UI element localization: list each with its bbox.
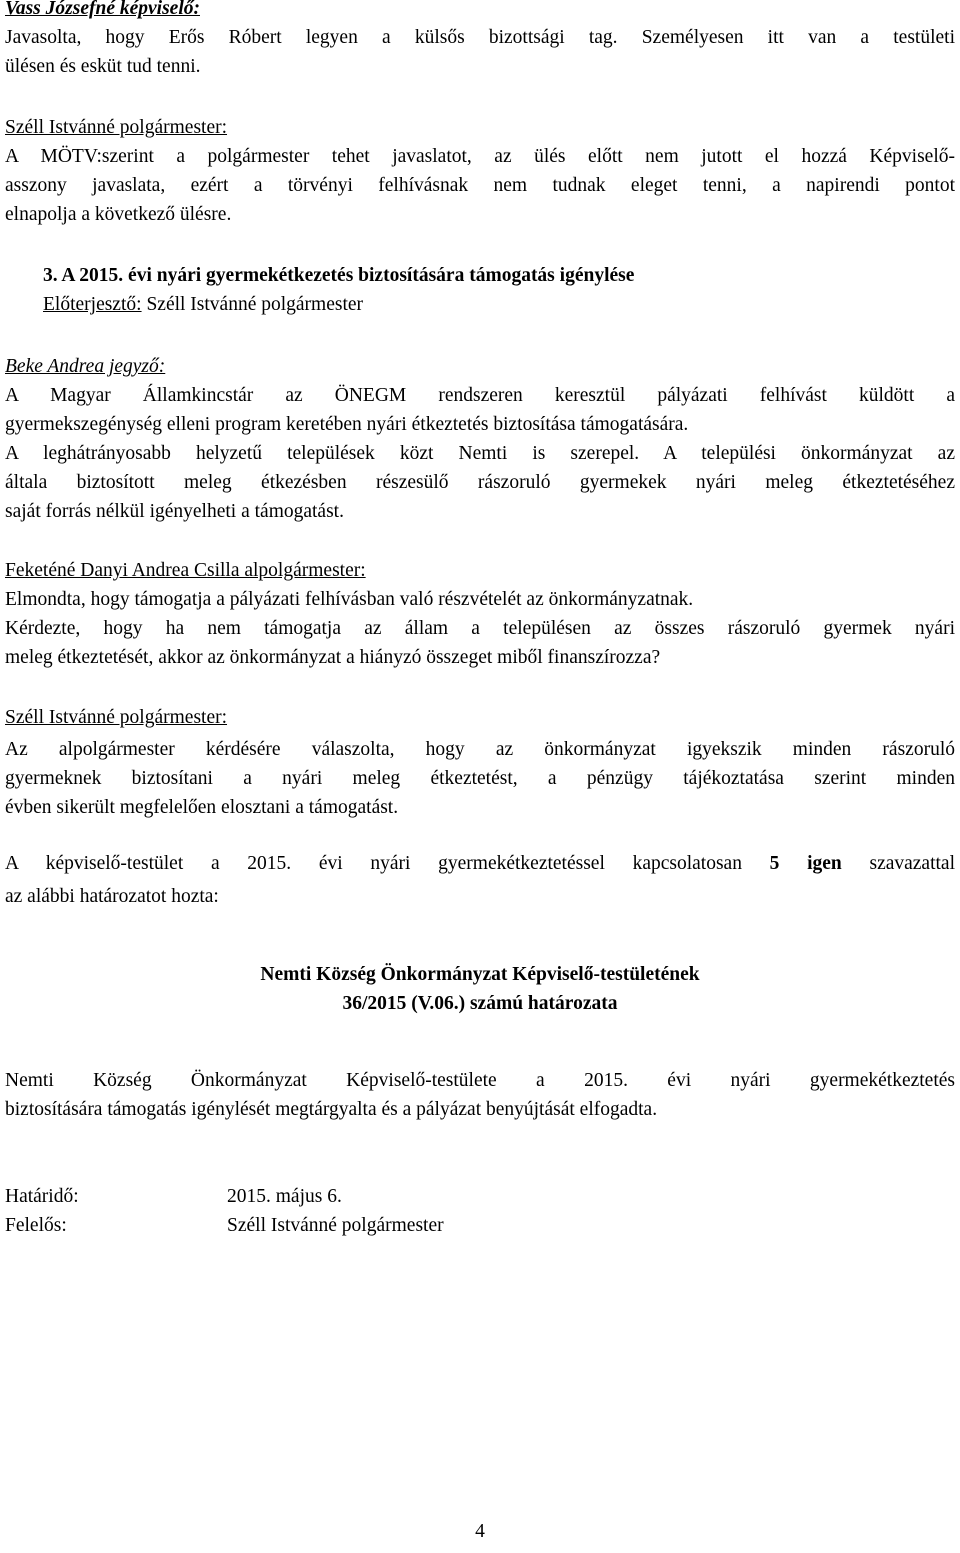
text-line: Elmondta, hogy támogatja a pályázati felhívásban való részvételét az önkormányzatnak.: [5, 589, 694, 610]
vote-text: A képviselő-testület a 2015. évi nyári gyermekétkeztetéssel kapcsolatosan: [5, 853, 770, 874]
deadline-label: Határidő:: [5, 1186, 79, 1207]
vote-count: 5 igen: [769, 853, 842, 874]
speech-mayor-2: [5, 703, 955, 822]
text-line: ülésen és esküt tud tenni.: [5, 56, 201, 77]
resolution-number: 36/2015 (V.06.) számú határozata: [342, 993, 618, 1014]
resolution-body: [5, 1066, 955, 1124]
text-line: asszony javaslata, ezért a törvényi felhívásnak nem tudnak eleget tenni, a napirendi pontot: [5, 175, 955, 196]
speech-notary: [5, 352, 955, 526]
presenter-name: Széll Istvánné polgármester: [141, 294, 364, 315]
presenter-label: Előterjesztő:: [43, 294, 142, 315]
responsible-row: [5, 1211, 955, 1240]
text-line: elnapolja a következő ülésre.: [5, 204, 232, 225]
text-line: Az alpolgármester kérdésére válaszolta, hogy az önkormányzat igyekszik minden rászoruló: [5, 739, 955, 760]
responsible-label: Felelős:: [5, 1215, 67, 1236]
responsible-value: Széll Istvánné polgármester: [227, 1215, 444, 1236]
text-line: gyermeknek biztosítani a nyári meleg étkeztetést, a pénzügy tájékoztatása szerint minden: [5, 768, 955, 789]
resolution-title: [0, 960, 960, 1018]
text-line: általa biztosított meleg étkezésben részesülő rászoruló gyermekek nyári meleg étkeztetéséhez: [5, 472, 955, 493]
speaker-name: Beke Andrea jegyző:: [5, 356, 166, 377]
resolution-meta: [5, 1182, 955, 1240]
text-line: évben sikerült megfelelően elosztani a támogatást.: [5, 797, 399, 818]
speech-vass: [5, 0, 955, 81]
agenda-heading: 3. A 2015. évi nyári gyermekétkezetés biztosítására támogatás igénylése: [43, 265, 635, 286]
text-line: saját forrás nélkül igényelheti a támogatást.: [5, 501, 344, 522]
deadline-value: 2015. május 6.: [227, 1186, 342, 1207]
vote-statement: [5, 849, 955, 911]
agenda-item: [43, 261, 943, 319]
speech-mayor-1: [5, 113, 955, 229]
speaker-name: Feketéné Danyi Andrea Csilla alpolgármester:: [5, 560, 366, 581]
vote-text: szavazattal: [841, 853, 955, 874]
text-line: Javasolta, hogy Erős Róbert legyen a külsős bizottsági tag. Személyesen itt van a testületi: [5, 27, 955, 48]
text-line: gyermekszegénység elleni program keretében nyári étkeztetés biztosítása támogatására.: [5, 414, 689, 435]
text-line: biztosítására támogatás igénylését megtárgyalta és a pályázat benyújtását elfogadta.: [5, 1099, 658, 1120]
speaker-name: Széll Istvánné polgármester:: [5, 707, 228, 728]
deadline-row: [5, 1182, 955, 1211]
resolution-title-line: Nemti Község Önkormányzat Képviselő-testületének: [260, 964, 700, 985]
text-line: Nemti Község Önkormányzat Képviselő-testülete a 2015. évi nyári gyermekétkeztetés: [5, 1070, 955, 1091]
text-line: A leghátrányosabb helyzetű települések közt Nemti is szerepel. A települési önkormányzat az: [5, 443, 955, 464]
vote-line: az alábbi határozatot hozta:: [5, 886, 219, 907]
speech-deputy-mayor: [5, 556, 955, 672]
text-line: meleg étkeztetését, akkor az önkormányzat a hiányzó összeget miből finanszírozza?: [5, 647, 661, 668]
page-number: 4: [475, 1521, 485, 1542]
text-line: A MÖTV:szerint a polgármester tehet javaslatot, az ülés előtt nem jutott el hozzá Képviselő-: [5, 146, 955, 167]
vote-line: [5, 849, 955, 878]
text-line: Kérdezte, hogy ha nem támogatja az állam a településen az összes rászoruló gyermek nyári: [5, 618, 955, 639]
agenda-presenter: [43, 290, 943, 319]
speaker-name: Széll Istvánné polgármester:: [5, 117, 228, 138]
speaker-name: Vass Józsefné képviselő:: [5, 0, 200, 19]
text-line: A Magyar Államkincstár az ÖNEGM rendszeren keresztül pályázati felhívást küldött a: [5, 385, 955, 406]
